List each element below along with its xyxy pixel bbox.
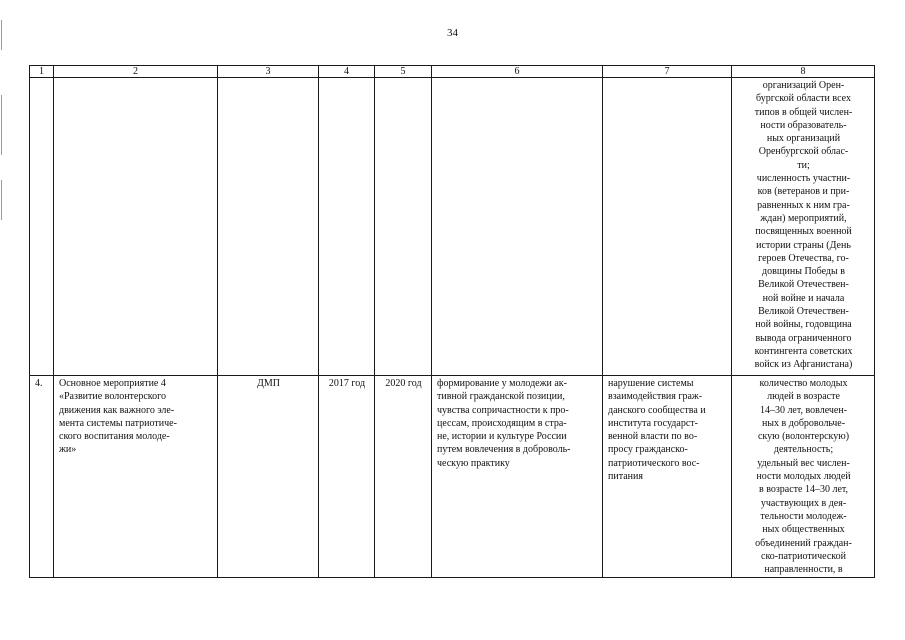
indicator-line: людей в возрасте — [767, 391, 840, 403]
indicator-line: героев Отечества, го- — [758, 252, 849, 264]
program-table — [29, 65, 875, 578]
header-cell-2: 2 — [54, 66, 218, 78]
cont-cell-5 — [375, 78, 432, 376]
table-header-row — [30, 66, 875, 78]
consequence-line: нарушение системы — [608, 378, 694, 389]
indicator-line: ско-патриотической — [761, 550, 846, 562]
scan-edge-mark-top — [1, 20, 2, 50]
consequence-line: питания — [608, 471, 643, 483]
consequence-line: венной власти по во- — [608, 431, 698, 443]
indicator-line: участвующих в дея- — [760, 497, 847, 509]
indicator-line: посвященных военной — [755, 226, 852, 238]
indicator-line: деятельность; — [773, 444, 834, 456]
consequence-line: института государст- — [608, 417, 698, 429]
indicator-line: истории страны (День — [756, 239, 851, 251]
header-cell-7: 7 — [603, 66, 732, 78]
indicator-line: бургской области всех — [756, 93, 851, 105]
indicator-line: численность участни- — [756, 173, 851, 185]
table-row-continuation — [30, 78, 875, 376]
cont-cell-indicators — [732, 78, 875, 376]
indicator-line: довщины Победы в — [762, 266, 845, 278]
measure-name-line: движения как важного эле- — [59, 404, 175, 416]
indicator-line: войск из Афганистана) — [754, 359, 853, 371]
start-year: 2017 год — [319, 376, 375, 578]
indicator-line: Великой Отечествен- — [758, 306, 849, 318]
indicator-line: ждан) мероприятий, — [760, 212, 847, 224]
cont-cell-3 — [218, 78, 319, 376]
indicator-line: ности образователь- — [760, 119, 847, 131]
result-line: ческую практику — [437, 457, 510, 469]
indicator-line: тельности молодеж- — [760, 510, 847, 522]
end-year: 2020 год — [375, 376, 432, 578]
indicator-line: вывода ограниченного — [755, 332, 852, 344]
measure-name — [54, 376, 218, 578]
cont-cell-2 — [54, 78, 218, 376]
indicator-line: объединений граждан- — [755, 537, 852, 549]
header-cell-6: 6 — [432, 66, 603, 78]
indicator-line: ных в добровольче- — [761, 417, 846, 429]
header-cell-3: 3 — [218, 66, 319, 78]
indicator-line: ной войны, годовщина — [755, 319, 852, 331]
expected-result — [432, 376, 603, 578]
consequence-line: данского сообщества и — [608, 404, 706, 416]
indicator-line: контингента советских — [754, 345, 853, 357]
indicator-line: 14–30 лет, вовлечен- — [759, 404, 848, 416]
header-cell-5: 5 — [375, 66, 432, 78]
cont-cell-6 — [432, 78, 603, 376]
header-cell-4: 4 — [319, 66, 375, 78]
table-row-4 — [30, 376, 875, 578]
indicator-line: направленности, в — [764, 564, 843, 576]
consequence-line: просу гражданско- — [608, 444, 688, 456]
indicators — [732, 376, 875, 578]
measure-name-line: «Развитие волонтерского — [59, 391, 166, 403]
indicator-line: количество молодых — [759, 378, 848, 389]
consequence-line: взаимодействия граж- — [608, 391, 703, 403]
scan-edge-mark-middle — [1, 95, 2, 155]
result-line: цессам, происходящим в стра- — [437, 417, 567, 429]
indicator-line: ной войне и начала — [762, 292, 845, 304]
indicator-line: ти; — [797, 159, 810, 171]
indicator-line: организаций Орен- — [762, 80, 845, 91]
scan-edge-mark-lower — [1, 180, 2, 220]
result-line: формирование у молодежи ак- — [437, 378, 567, 389]
indicator-line: ных общественных — [762, 524, 845, 536]
indicator-line: Великой Отечествен- — [758, 279, 849, 291]
measure-name-line: мента системы патриотиче- — [59, 417, 177, 429]
result-line: путем вовлечения в доброволь- — [437, 444, 571, 456]
header-cell-8: 8 — [732, 66, 875, 78]
non-implementation-consequences — [603, 376, 732, 578]
cont-cell-7 — [603, 78, 732, 376]
row-number: 4. — [30, 376, 54, 578]
header-cell-1: 1 — [30, 66, 54, 78]
indicator-line: в возрасте 14–30 лет, — [758, 484, 849, 496]
indicator-line: скую (волонтерскую) — [757, 431, 850, 443]
consequence-line: патриотического вос- — [608, 457, 700, 469]
executor: ДМП — [218, 376, 319, 578]
indicator-line: типов в общей числен- — [754, 106, 853, 118]
indicator-line: Оренбургской облас- — [758, 146, 849, 158]
result-line: тивной гражданской позиции, — [437, 391, 565, 403]
page-number: 34 — [447, 27, 458, 39]
indicator-line: ности молодых людей — [756, 471, 851, 483]
measure-name-line: жи» — [59, 444, 77, 456]
indicator-line: равненных к ним гра- — [757, 199, 850, 211]
measure-name-line: ского воспитания молоде- — [59, 431, 170, 443]
result-line: не, истории и культуре России — [437, 431, 567, 443]
result-line: чувства сопричастности к про- — [437, 404, 569, 416]
cont-cell-1 — [30, 78, 54, 376]
cont-cell-4 — [319, 78, 375, 376]
indicator-line: ных организаций — [766, 133, 841, 145]
indicator-line: ков (ветеранов и при- — [757, 186, 850, 198]
measure-name-line: Основное мероприятие 4 — [59, 378, 166, 389]
indicator-line: удельный вес числен- — [757, 457, 850, 469]
